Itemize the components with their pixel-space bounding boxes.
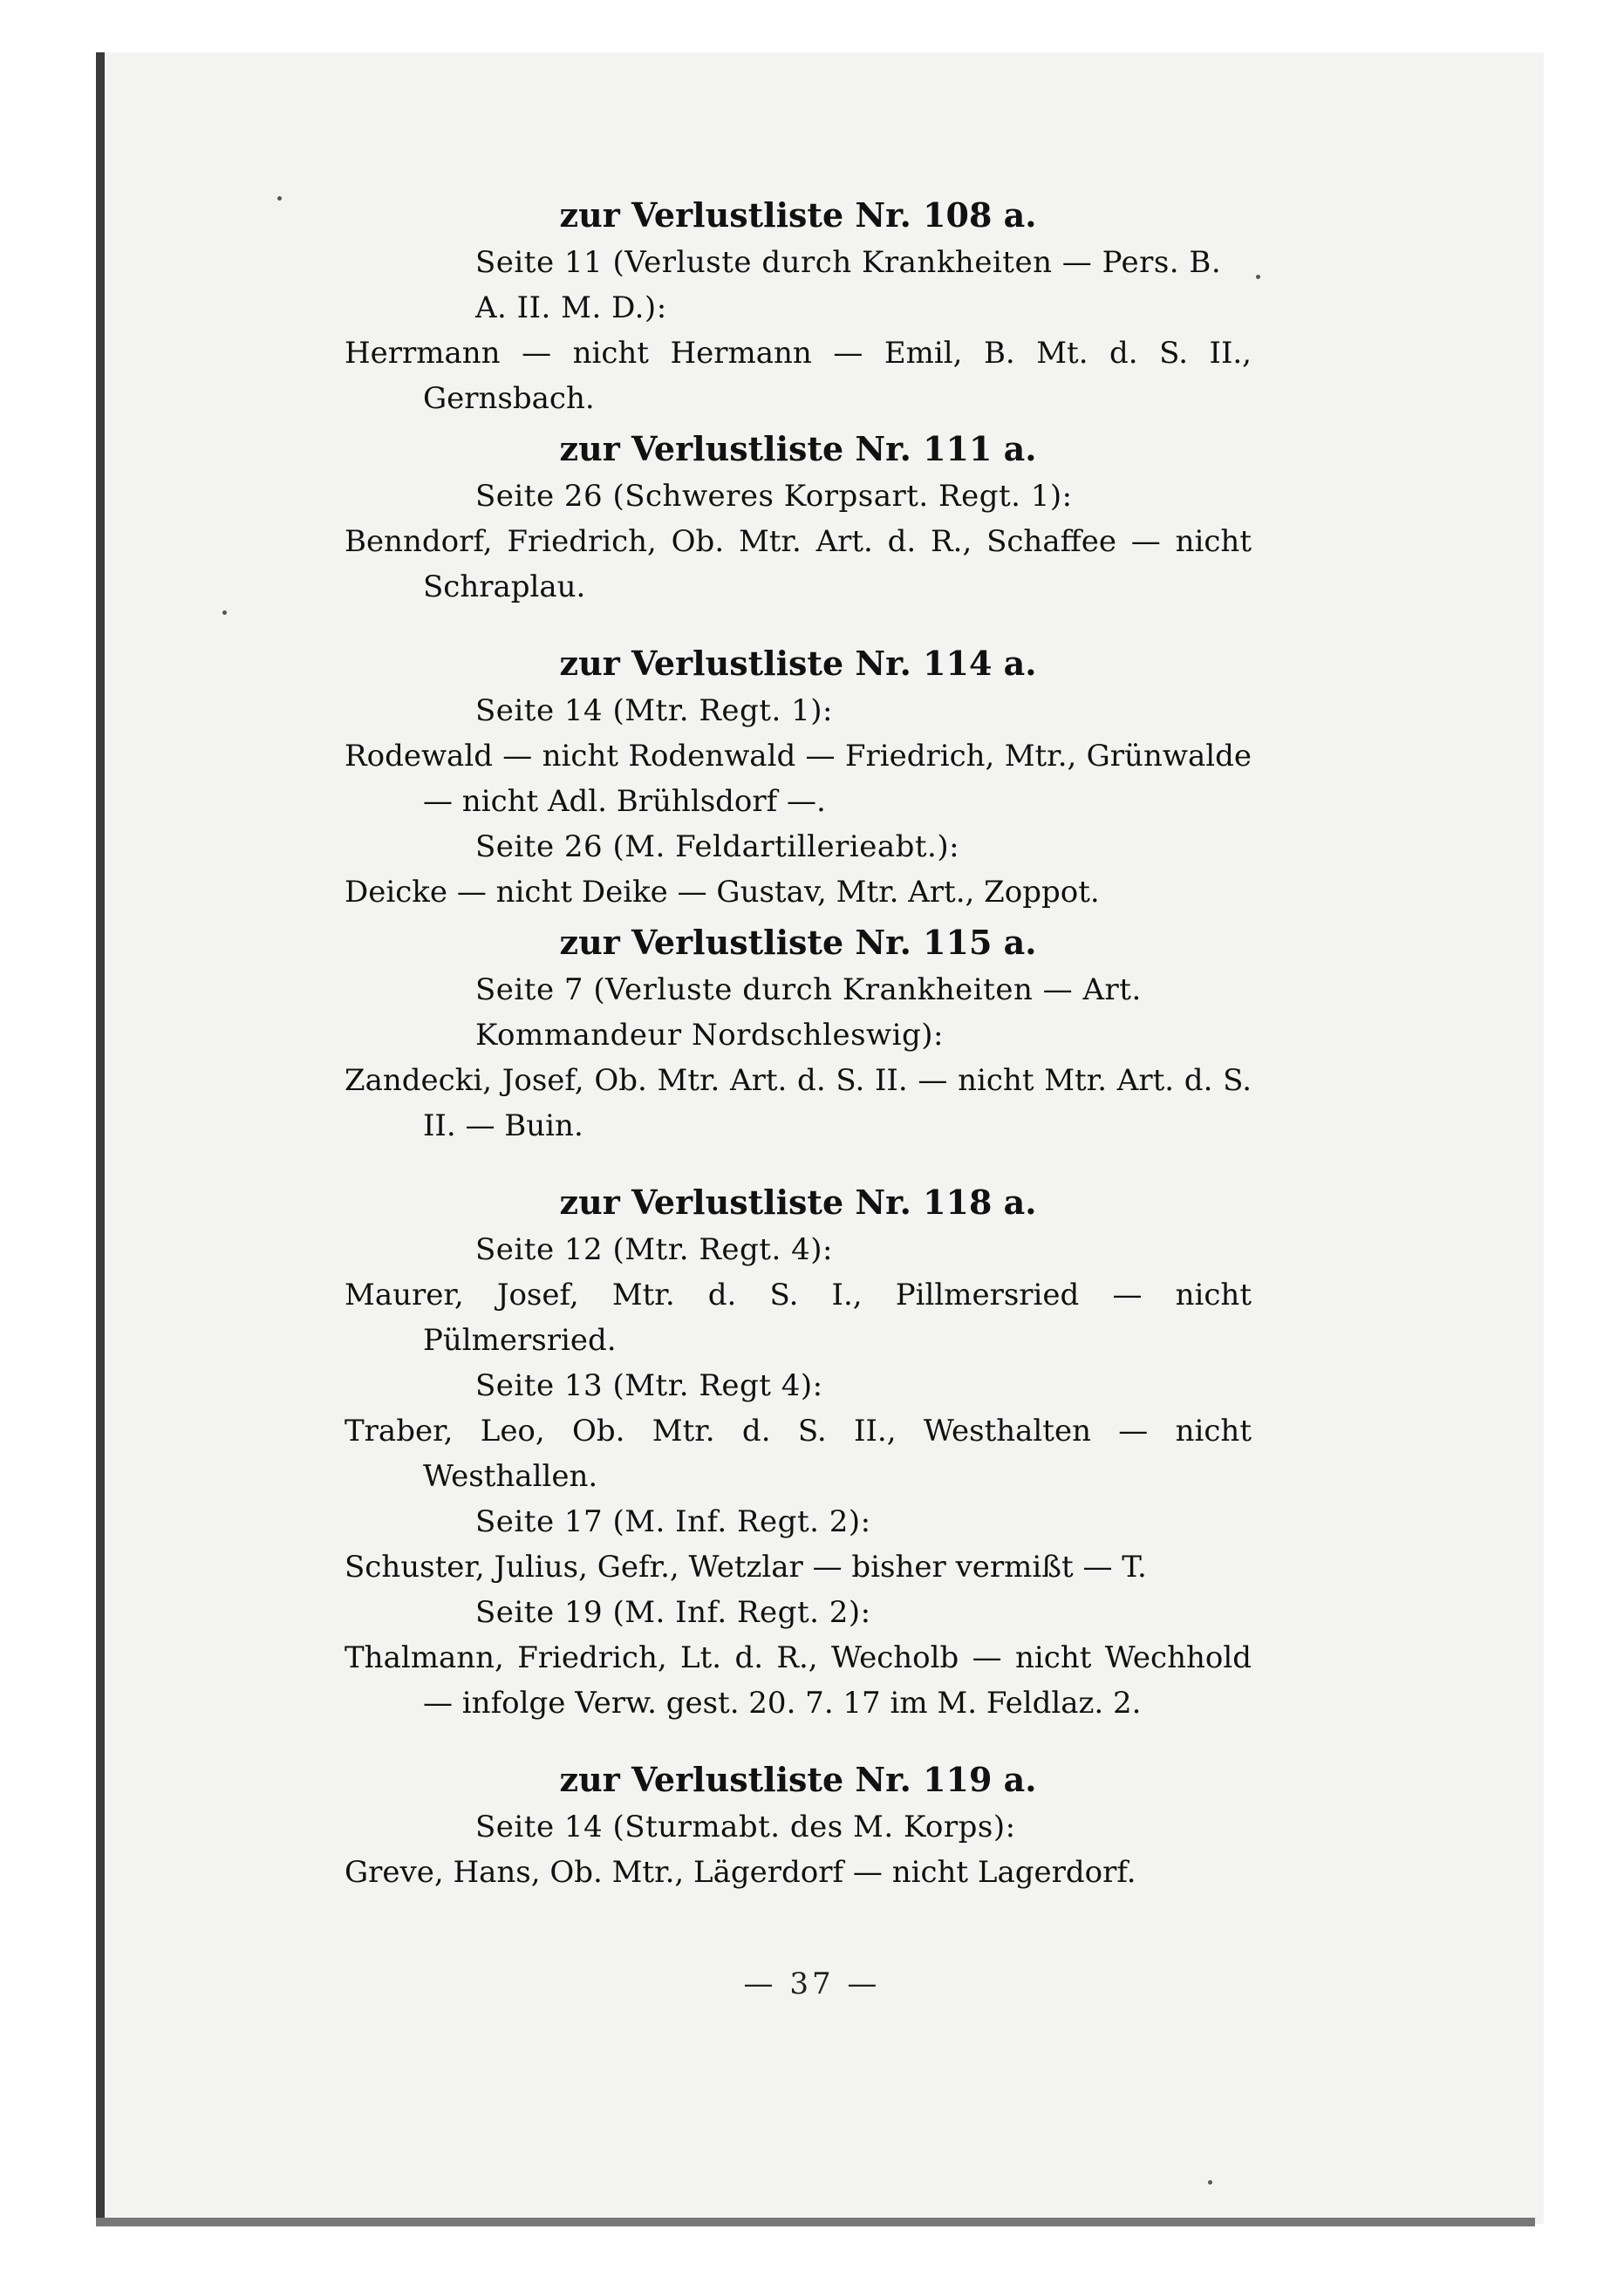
scan-fleck bbox=[222, 610, 227, 615]
scan-fleck bbox=[1256, 275, 1260, 279]
scan-bottom-edge bbox=[96, 2218, 1535, 2226]
section-heading: zur Verlustliste Nr. 118 a. bbox=[559, 1183, 1037, 1222]
correction-entry: Rodewald — nicht Rodenwald — Friedrich, Mtr., Grünwalde — nicht Adl. Brühlsdorf —. bbox=[345, 739, 1252, 819]
scan-fleck bbox=[1208, 2180, 1212, 2185]
page-reference: Seite 26 (Schweres Korpsart. Regt. 1): bbox=[475, 479, 1073, 514]
page-reference: Seite 14 (Mtr. Regt. 1): bbox=[475, 693, 833, 728]
page-reference: Seite 19 (M. Inf. Regt. 2): bbox=[475, 1595, 871, 1630]
page-reference: Seite 14 (Sturmabt. des M. Korps): bbox=[475, 1810, 1016, 1844]
page-reference: Seite 11 (Verluste durch Krankheiten — Pers. B. A. II. M. D.): bbox=[475, 245, 1222, 325]
correction-entry: Zandecki, Josef, Ob. Mtr. Art. d. S. II. — nicht Mtr. Art. d. S. II. — Buin. bbox=[345, 1063, 1252, 1143]
correction-entry: Herrmann — nicht Hermann — Emil, B. Mt. d. S. II., Gernsbach. bbox=[345, 336, 1252, 416]
section-heading: zur Verlustliste Nr. 108 a. bbox=[559, 195, 1037, 235]
page-reference: Seite 7 (Verluste durch Krankheiten — Art. Kommandeur Nordschleswig): bbox=[475, 972, 1142, 1053]
section-heading: zur Verlustliste Nr. 119 a. bbox=[559, 1760, 1037, 1799]
page-reference: Seite 13 (Mtr. Regt 4): bbox=[475, 1368, 823, 1403]
page-reference: Seite 26 (M. Feldartillerieabt.): bbox=[475, 829, 960, 864]
scan-fleck bbox=[277, 196, 282, 201]
correction-entry: Schuster, Julius, Gefr., Wetzlar — bisher vermißt — T. bbox=[345, 1550, 1147, 1585]
section-heading: zur Verlustliste Nr. 114 a. bbox=[559, 644, 1037, 683]
correction-entry: Greve, Hans, Ob. Mtr., Lägerdorf — nicht Lagerdorf. bbox=[345, 1855, 1136, 1890]
correction-entry: Benndorf, Friedrich, Ob. Mtr. Art. d. R., Schaffee — nicht Schraplau. bbox=[345, 524, 1252, 604]
document-body bbox=[345, 187, 1252, 1895]
correction-entry: Maurer, Josef, Mtr. d. S. I., Pillmersried — nicht Pülmersried. bbox=[345, 1278, 1252, 1358]
section-heading: zur Verlustliste Nr. 111 a. bbox=[559, 429, 1037, 468]
correction-entry: Deicke — nicht Deike — Gustav, Mtr. Art., Zoppot. bbox=[345, 875, 1100, 910]
page-reference: Seite 12 (Mtr. Regt. 4): bbox=[475, 1232, 833, 1267]
correction-entry: Thalmann, Friedrich, Lt. d. R., Wecholb — nicht Wechhold — infolge Verw. gest. 20. 7. 17 im M. Feldlaz. 2. bbox=[345, 1640, 1252, 1721]
correction-entry: Traber, Leo, Ob. Mtr. d. S. II., Westhalten — nicht Westhallen. bbox=[345, 1414, 1252, 1494]
page-number: — 37 — bbox=[743, 1967, 881, 2001]
page-reference: Seite 17 (M. Inf. Regt. 2): bbox=[475, 1504, 871, 1539]
section-heading: zur Verlustliste Nr. 115 a. bbox=[559, 923, 1037, 962]
